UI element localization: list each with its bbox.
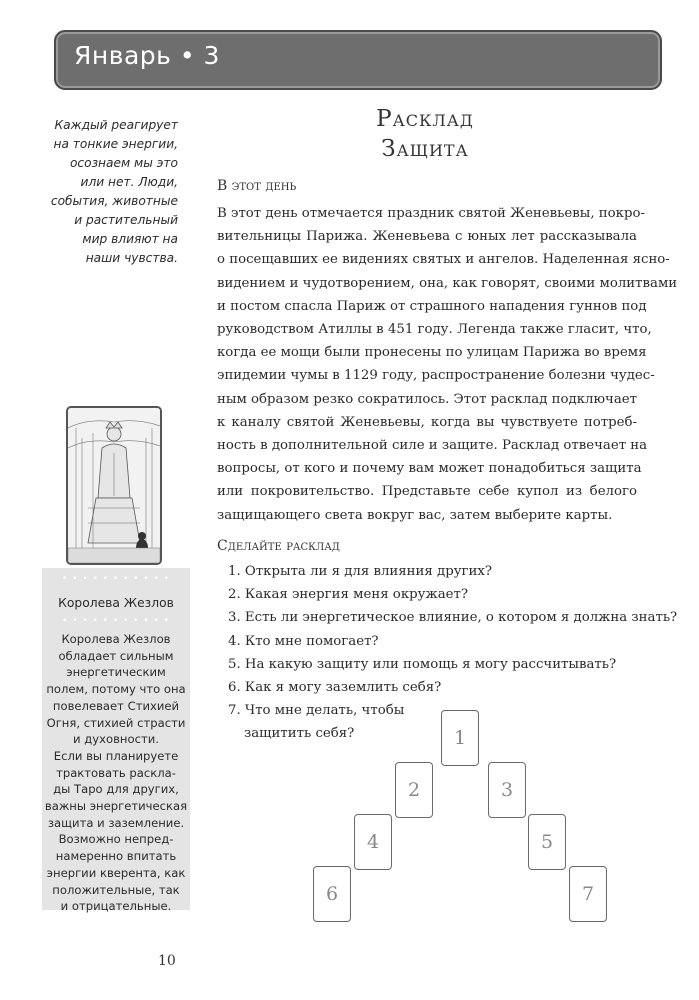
card-desc-line: защита и заземление.	[47, 815, 185, 830]
card-description	[42, 631, 190, 915]
card-desc-line: энергетическим	[66, 665, 166, 680]
question-item: 2. Какая энергия меня окружает?	[228, 587, 468, 603]
question-item: защитить себя?	[244, 726, 355, 742]
card-position-7: 7	[569, 866, 607, 922]
body-line: вительницы Парижа. Женевьева с юных лет рассказывала	[217, 229, 637, 245]
dotted-divider: • • • • • • • • • • •	[61, 574, 170, 584]
card-position-6: 6	[313, 866, 351, 922]
spread-heading: Сделайте расклад	[217, 538, 340, 554]
card-position-1: 1	[441, 710, 479, 766]
quote-line: Каждый реагирует	[54, 118, 178, 132]
quote-line: или нет. Люди,	[80, 175, 178, 189]
body-line: В этот день отмечается праздник святой Женевьевы, покро-	[217, 206, 645, 221]
card-desc-line: трактовать расклa-	[56, 765, 176, 780]
body-line: к каналу святой Женевьевы, когда вы чувствуете потреб-	[217, 414, 637, 430]
body-line: или покровительство. Представьте себе купол из белого	[217, 484, 637, 500]
card-position-4: 4	[354, 814, 392, 870]
card-desc-line: намеренно впитать	[55, 849, 177, 864]
card-desc-line: Огня, стихией страсти	[46, 715, 186, 730]
on-this-day-heading: В этот день	[217, 178, 297, 194]
dotted-divider: • • • • • • • • • • •	[61, 616, 170, 626]
body-line: защищающего света вокруг вас, затем выберите карты.	[217, 507, 613, 523]
card-desc-line: полем, потому что она	[46, 682, 186, 697]
body-line: эпидемии чумы в 1129 году, распространение болезни чудес-	[217, 368, 655, 384]
sidebar-quote	[18, 116, 178, 268]
card-desc-line: энергии кверента, как	[46, 865, 186, 880]
body-line: видением и чудотворением, она, как говорят, своими молитвами	[217, 275, 678, 291]
question-item: 6. Как я могу заземлить себя?	[228, 680, 442, 696]
card-desc-line: ды Таро для других,	[53, 782, 179, 797]
question-item: 3. Есть ли энергетическое влияние, о котором я должна знать?	[228, 610, 678, 626]
card-name: Королева Жезлов	[58, 596, 174, 610]
spread-title-line1: Расклад	[376, 106, 474, 132]
card-position-2: 2	[395, 762, 433, 818]
chapter-banner	[54, 30, 662, 90]
queen-of-wands-card-image	[66, 406, 162, 565]
card-position-5: 5	[528, 814, 566, 870]
card-desc-line: важны энергетическая	[44, 799, 188, 814]
body-line: вопросы, от кого и почему вам может понадобиться защита	[217, 461, 642, 477]
quote-line: события, животные	[50, 194, 178, 208]
quote-line: мир влияют на	[82, 232, 178, 246]
question-item: 1. Открыта ли я для влияния других?	[228, 564, 492, 579]
body-line: о посещавших ее видениях святых и ангелов. Наделенная ясно-	[217, 252, 670, 268]
question-item: 7. Что мне делать, чтобы	[228, 703, 405, 719]
quote-line: осознаем мы это	[69, 156, 178, 170]
body-line: ным образом резко сократилось. Этот расклад подключает	[217, 391, 637, 407]
card-desc-line: положительные, так	[52, 882, 180, 897]
card-desc-line: Если вы планируете	[53, 748, 179, 763]
card-desc-line: Королева Жезлов	[61, 632, 171, 646]
quote-line: на тонкие энергии,	[53, 137, 178, 151]
body-line: когда ее мощи были пронесены по улицам Парижа во время	[217, 345, 647, 361]
card-description-panel	[42, 568, 190, 914]
quote-line: и растительный	[74, 213, 178, 227]
card-desc-line: повелевает Стихией	[52, 698, 180, 713]
card-desc-line: и отрицательные.	[60, 899, 172, 914]
card-desc-line: и духовности.	[73, 732, 159, 747]
body-line: и постом спасла Париж от страшного нападения гуннов под	[217, 298, 647, 314]
card-desc-line: Возможно непред-	[58, 832, 174, 847]
body-line: ность в дополнительной силе и защите. Расклад отвечает на	[217, 438, 648, 454]
page-number: 10	[158, 953, 176, 969]
card-desc-line: обладает сильным	[58, 648, 174, 663]
quote-line: наши чувства.	[85, 251, 178, 265]
question-item: 5. На какую защиту или помощь я могу рассчитывать?	[228, 656, 617, 672]
question-item: 4. Кто мне помогает?	[228, 633, 379, 649]
chapter-title: Январь • 3	[74, 41, 220, 70]
body-paragraph	[217, 202, 678, 527]
spread-title-line2: Защита	[381, 136, 469, 162]
card-position-3: 3	[488, 762, 526, 818]
body-line: руководством Атиллы в 451 году. Легенда также гласит, что,	[217, 322, 652, 338]
